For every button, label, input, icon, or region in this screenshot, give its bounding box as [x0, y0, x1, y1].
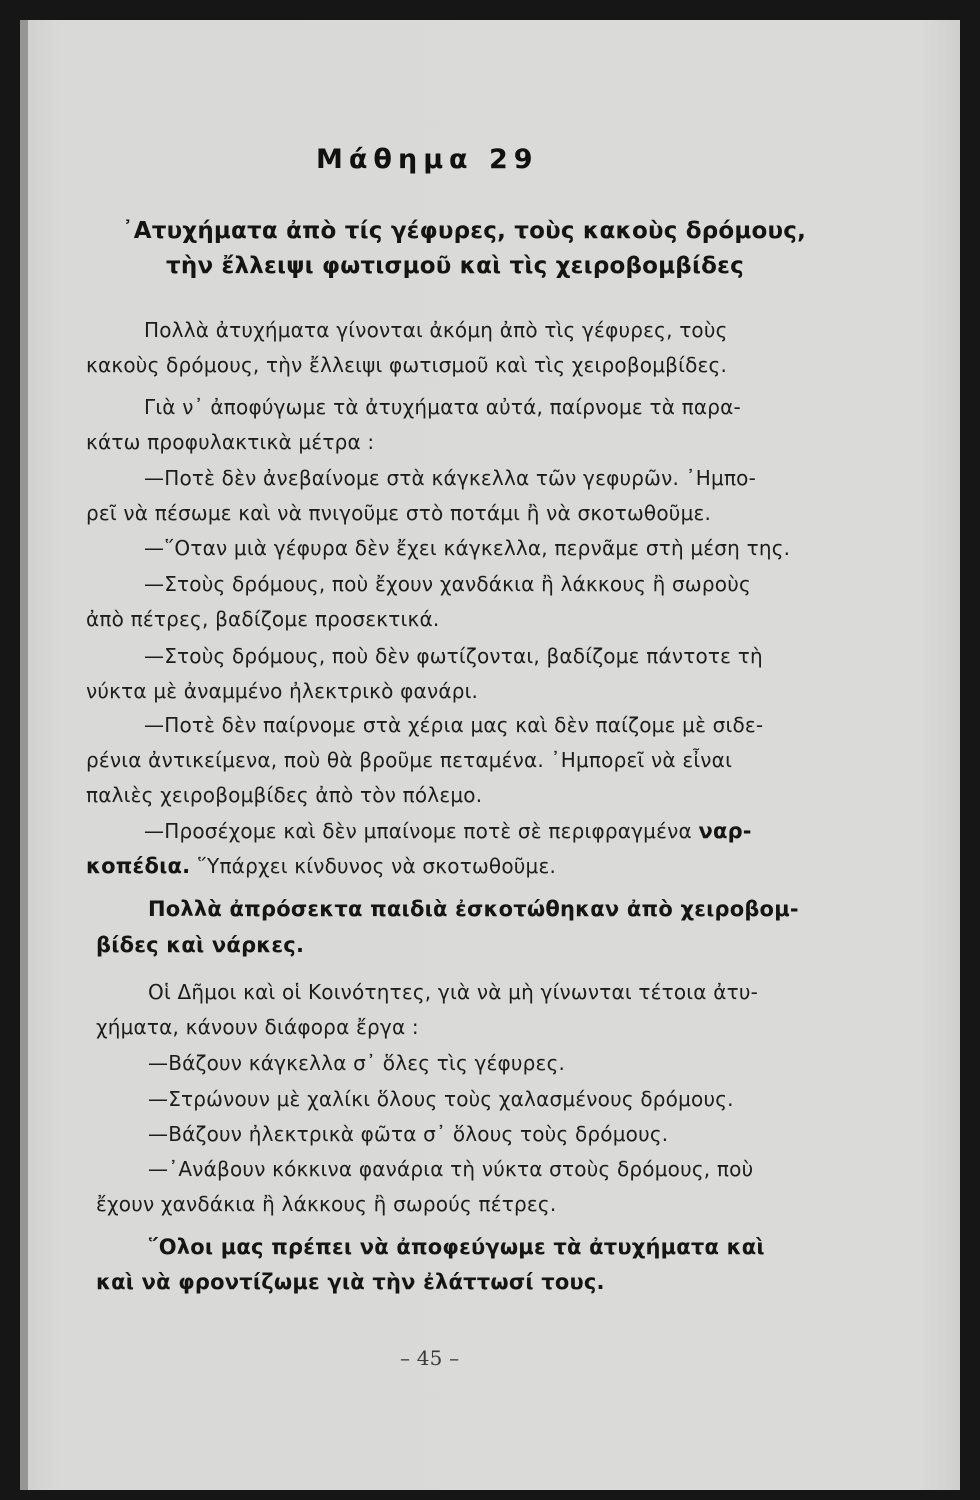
lesson-title: Μάθημα 29 — [316, 144, 539, 175]
paragraph-line: νύκτα μὲ ἀναμμένο ἠλεκτρικὸ φανάρι. — [86, 679, 479, 703]
lesson-subtitle-line-2: τὴν ἔλλειψι φωτισμοῦ καὶ τὶς χειροβομβίδες — [166, 253, 744, 279]
paragraph-line: ἔχουν χανδάκια ἢ λάκκους ἢ σωρούς πέτρες. — [96, 1192, 557, 1216]
paragraph-line: —᾿Ανάβουν κόκκινα φανάρια τὴ νύκτα στοὺς δρόμους, ποὺ — [148, 1157, 754, 1181]
warning-line: βίδες καὶ νάρκες. — [96, 933, 305, 957]
paragraph-line: κάτω προφυλακτικὰ μέτρα : — [86, 430, 375, 454]
paragraph-line — [144, 819, 752, 843]
paragraph-line: Οἱ Δῆμοι καὶ οἱ Κοινότητες, γιὰ νὰ μὴ γίνωνται τέτοια ἀτυ- — [148, 980, 759, 1004]
paragraph-line: ἀπὸ πέτρες, βαδίζομε προσεκτικά. — [86, 607, 440, 631]
conclusion-line: καὶ νὰ φροντίζωμε γιὰ τὴν ἐλάττωσί τους. — [96, 1270, 605, 1294]
paragraph-line: ρένια ἀντικείμενα, ποὺ θὰ βροῦμε πεταμένα. ᾿Ημπορεῖ νὰ εἶναι — [86, 748, 733, 772]
paragraph-line: Γιὰ ν᾿ ἀποφύγωμε τὰ ἀτυχήματα αὐτά, παίρνομε τὰ παρα- — [144, 395, 741, 419]
paragraph-line-bold: ναρ- — [698, 819, 752, 843]
paragraph-line: —Στοὺς δρόμους, ποὺ δὲν φωτίζονται, βαδίζομε πάντοτε τὴ — [144, 644, 763, 668]
paragraph-line: —Στρώνουν μὲ χαλίκι ὅλους τοὺς χαλασμένους δρόμους. — [148, 1087, 734, 1111]
paragraph-line: —Στοὺς δρόμους, ποὺ ἔχουν χανδάκια ἢ λάκκους ἢ σωροὺς — [144, 572, 751, 596]
paragraph-line: χήματα, κάνουν διάφορα ἔργα : — [96, 1015, 419, 1039]
paragraph-line-normal: ῞Υπάρχει κίνδυνος νὰ σκοτωθοῦμε. — [196, 854, 557, 878]
paragraph-line: ρεῖ νὰ πέσωμε καὶ νὰ πνιγοῦμε στὸ ποτάμι ἢ νὰ σκοτωθοῦμε. — [86, 501, 712, 525]
page-number: – 45 – — [400, 1346, 460, 1370]
paragraph-line-normal: —Προσέχομε καὶ δὲν μπαίνομε ποτὲ σὲ περιφραγμένα — [144, 819, 692, 843]
warning-line: Πολλὰ ἀπρόσεκτα παιδιὰ ἐσκοτώθηκαν ἀπὸ χειροβομ- — [148, 897, 799, 921]
paragraph-line: —Βάζουν κάγκελλα σ᾿ ὅλες τὶς γέφυρες. — [148, 1051, 566, 1075]
lesson-subtitle-line-1: ᾿Ατυχήματα ἀπὸ τίς γέφυρες, τοὺς κακοὺς δρόμους, — [122, 218, 807, 244]
paragraph-line: παλιὲς χειροβομβίδες ἀπὸ τὸν πόλεμο. — [86, 783, 483, 807]
paragraph-line: —Ποτὲ δὲν ἀνεβαίνομε στὰ κάγκελλα τῶν γεφυρῶν. ᾿Ημπο- — [144, 466, 757, 490]
book-page — [20, 20, 960, 1490]
paragraph-line: Πολλὰ ἀτυχήματα γίνονται ἀκόμη ἀπὸ τὶς γέφυρες, τοὺς — [144, 318, 728, 342]
paragraph-line: —Ποτὲ δὲν παίρνομε στὰ χέρια μας καὶ δὲν παίζομε μὲ σιδε- — [144, 713, 764, 737]
paragraph-line: —῞Οταν μιὰ γέφυρα δὲν ἔχει κάγκελλα, περνᾶμε στὴ μέση της. — [144, 536, 791, 560]
paragraph-line: —Βάζουν ἠλεκτρικὰ φῶτα σ᾿ ὅλους τοὺς δρόμους. — [148, 1122, 669, 1146]
paragraph-line — [86, 854, 556, 878]
paragraph-line-bold: κοπέδια. — [86, 854, 191, 878]
conclusion-line: ῞Ολοι μας πρέπει νὰ ἀποφεύγωμε τὰ ἀτυχήματα καὶ — [148, 1235, 765, 1259]
paragraph-line: κακοὺς δρόμους, τὴν ἔλλειψι φωτισμοῦ καὶ τὶς χειροβομβίδες. — [86, 353, 728, 377]
page-spine-shadow — [20, 20, 28, 1490]
